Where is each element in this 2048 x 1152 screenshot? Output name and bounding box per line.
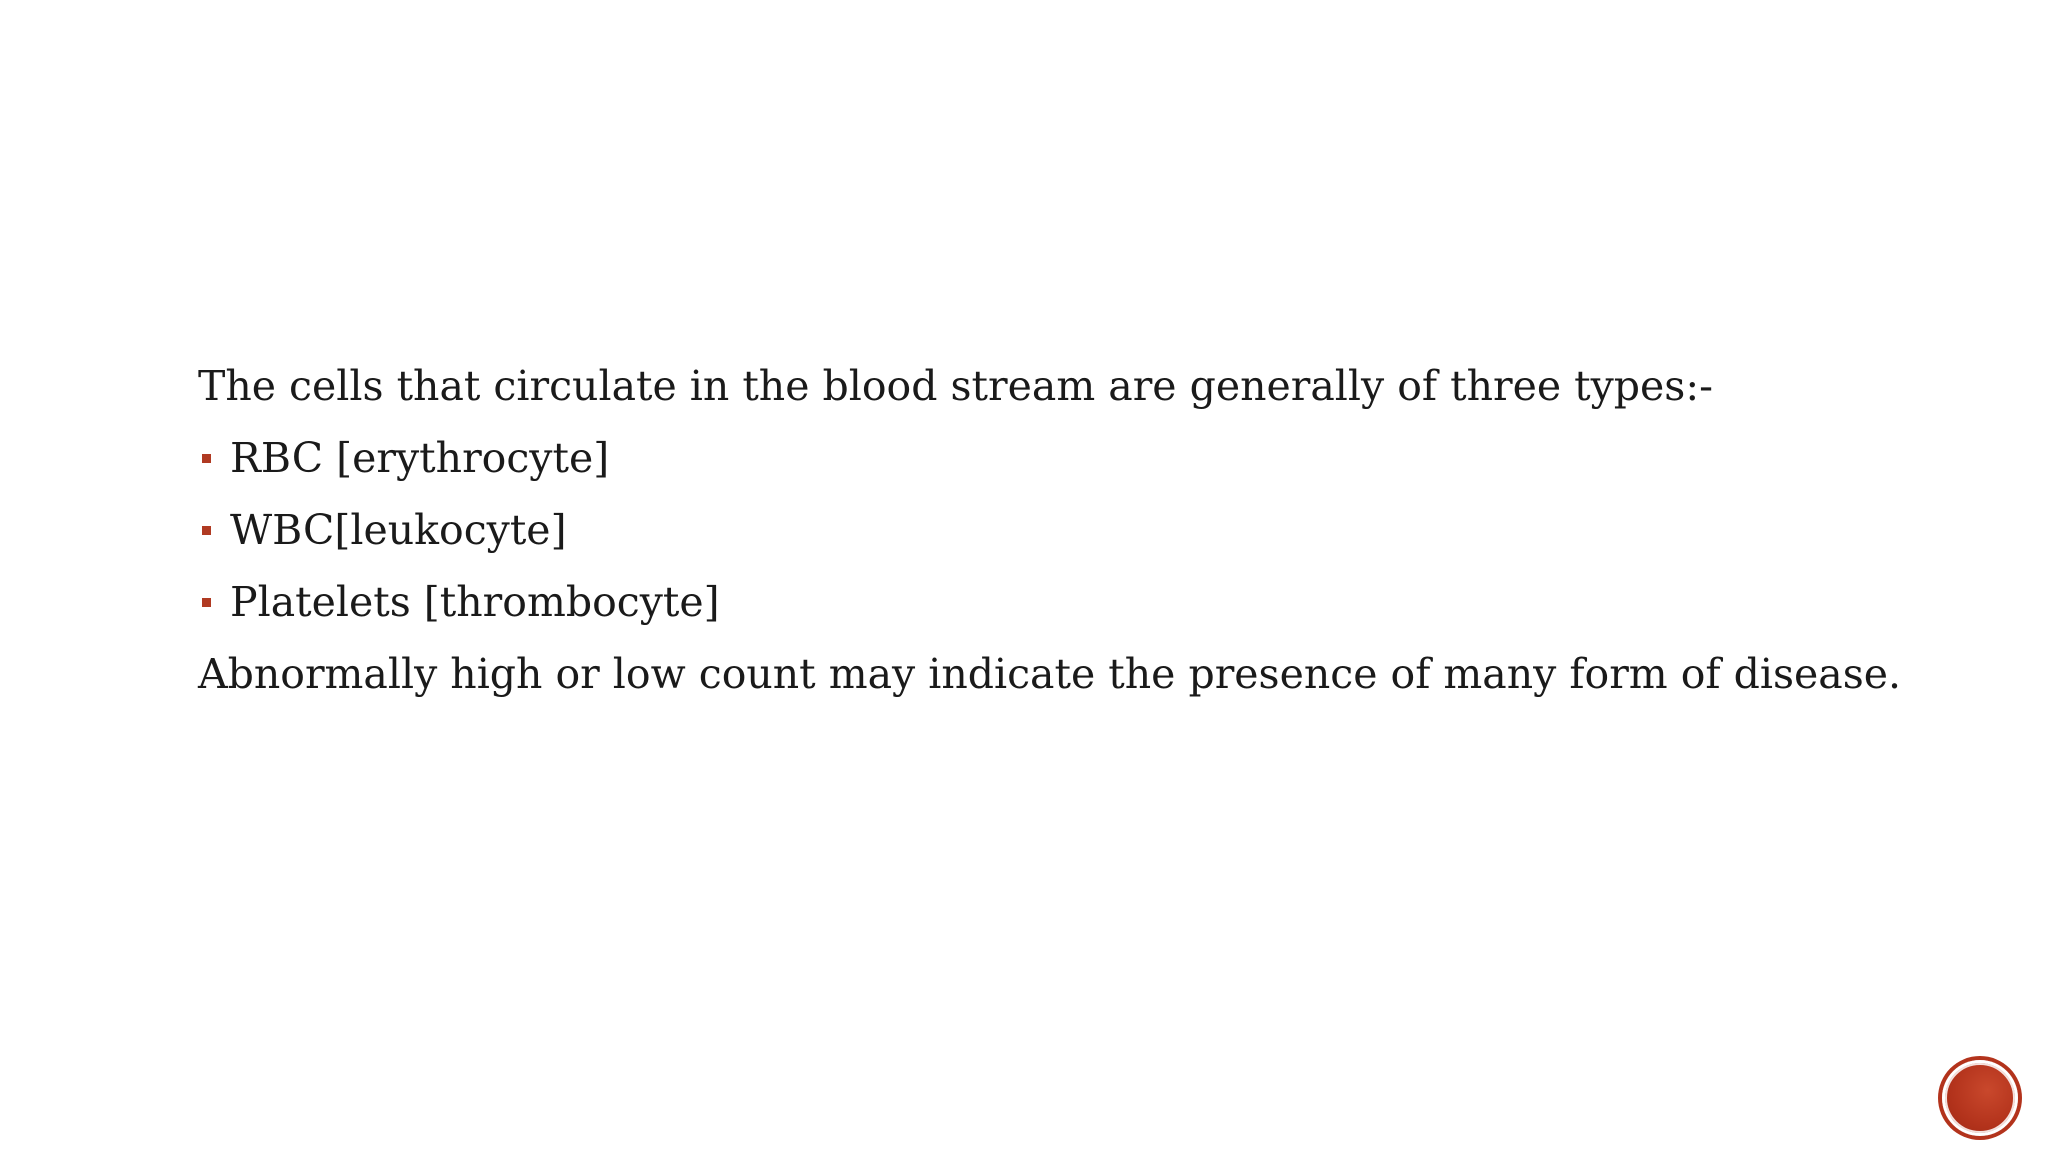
bullet-text: WBC[leukocyte] [230,506,567,554]
conclusion-text: Abnormally high or low count may indicate the presence of many form of disease. [198,650,1902,698]
slide-number-badge-icon [1942,1060,2018,1136]
bullet-item-rbc [198,434,1918,482]
square-bullet-icon [202,526,211,535]
bullet-text: Platelets [thrombocyte] [230,578,720,626]
intro-text: The cells that circulate in the blood stream are generally of three types:- [198,362,1714,410]
bullet-text: RBC [erythrocyte] [230,434,610,482]
bullet-item-wbc [198,506,1918,554]
square-bullet-icon [202,454,211,463]
square-bullet-icon [202,598,211,607]
bullet-item-platelets [198,578,1918,626]
slide-body [198,362,1918,722]
